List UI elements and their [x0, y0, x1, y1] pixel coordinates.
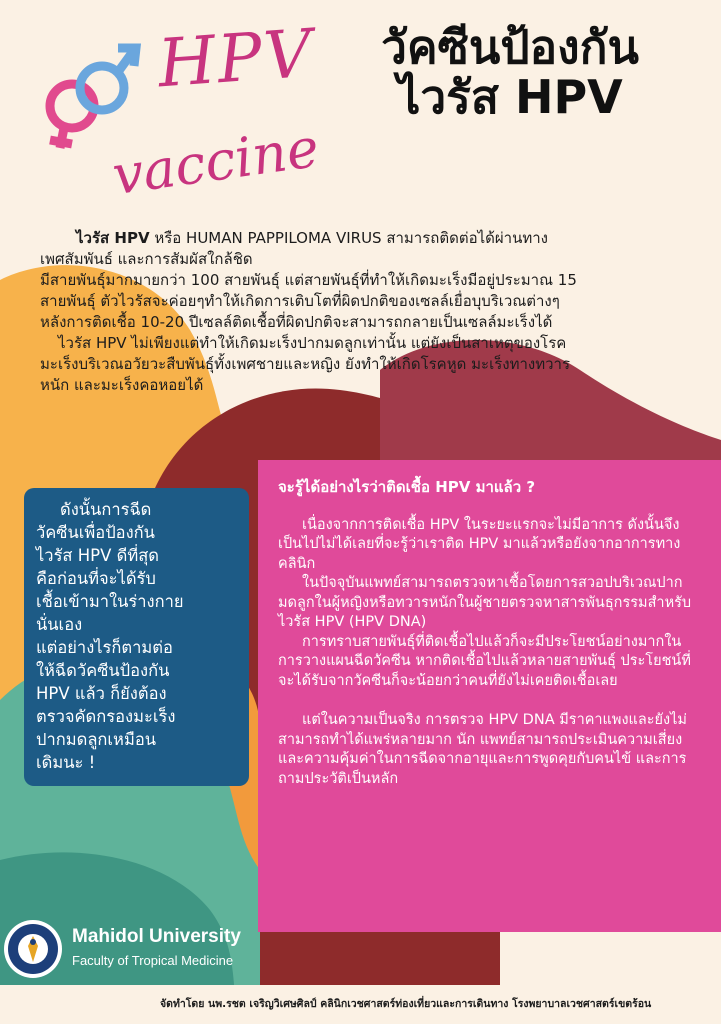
intro-lead: ไวรัส HPV — [76, 229, 150, 247]
note-line: เดิมนะ ! — [36, 753, 96, 772]
hpv-script-heading: HPV — [155, 14, 317, 103]
note-line: HPV แล้ว ก็ยังต้อง — [36, 684, 167, 703]
intro-line-3: มีสายพันธุ์มากมายกว่า 100 สายพันธุ์ แต่สายพันธุ์ที่ทำให้เกิดมะเร็งมีอยู่ประมาณ 15 — [40, 271, 577, 289]
intro-line-5: หลังการติดเชื้อ 10-20 ปีเซลล์ติดเชื้อที่ผิดปกติจะสามารถกลายเป็นเซลล์มะเร็งได้ — [40, 313, 553, 331]
panel-paragraph-3: การทราบสายพันธุ์ที่ติดเชื้อไปแล้วก็จะมีประโยชน์อย่างมากในการวางแผนฉีดวัคซีน หากติดเชื้อไปแล้วหลายสายพันธุ์ ประโยชน์ที่จะได้รับจากวัคซีนก็จะน้อยกว่าคนที่ยังไม่เคยติดเชื้อเลย — [278, 633, 691, 689]
note-line: เชื้อเข้ามาในร่างกาย — [36, 592, 184, 611]
intro-line-7: มะเร็งบริเวณอวัยวะสืบพันธุ์ทั้งเพศชายและหญิง ยังทำให้เกิดโรคหูด มะเร็งทางทวาร — [40, 355, 570, 373]
note-line: ไวรัส HPV ดีที่สุด — [36, 546, 160, 565]
intro-line-1 — [40, 228, 695, 249]
panel-paragraph-1: เนื่องจากการติดเชื้อ HPV ในระยะแรกจะไม่มีอาการ ดังนั้นจึงเป็นไปไม่ได้เลยที่จะรู้ว่าเราติด HPV มาแล้วหรือยังจากอาการทางคลินิก — [278, 516, 681, 572]
info-panel — [278, 478, 698, 789]
mahidol-seal-icon — [2, 918, 64, 980]
credit-line: จัดทำโดย นพ.รชต เจริญวิเศษศิลป์ คลินิกเวชศาสตร์ท่องเที่ยวและการเดินทาง โรงพยาบาลเวชศาสตร์เขตร้อน — [160, 998, 652, 1010]
intro-line-2: เพศสัมพันธ์ และการสัมผัสใกล้ชิด — [40, 250, 253, 268]
intro-text — [40, 228, 695, 396]
panel-paragraph-2: ในปัจจุบันแพทย์สามารถตรวจหาเชื้อโดยการสวอปบริเวณปากมดลูกในผู้หญิงหรือทวารหนักในผู้ชายตรวจหาสารพันธุกรรมสำหรับไวรัส HPV (HPV DNA) — [278, 575, 692, 630]
intro-line-4: สายพันธุ์ ตัวไวรัสจะค่อยๆทำให้เกิดการเติบโตที่ผิดปกติของเซลล์เยื่อบุบริเวณต่างๆ — [40, 292, 560, 310]
intro-line-8: หนัก และมะเร็งคอหอยได้ — [40, 376, 204, 394]
gender-symbols-icon — [30, 36, 150, 156]
page-title — [330, 22, 690, 122]
vaccination-note-box — [24, 488, 249, 786]
note-line: ดังนั้นการฉีด — [60, 500, 152, 519]
note-line: นั่นเอง — [36, 615, 83, 634]
panel-question: จะรู้ได้อย่างไรว่าติดเชื้อ HPV มาแล้ว ? — [278, 478, 536, 496]
vaccine-script-heading: vaccine — [108, 115, 323, 208]
note-line: คือก่อนที่จะได้รับ — [36, 569, 156, 588]
university-name: Mahidol University — [72, 926, 241, 947]
panel-paragraph-4: แต่ในความเป็นจริง การตรวจ HPV DNA มีราคาแพงและยังไม่สามารถทำได้แพร่หลายมาก นัก แพทย์สามารถประเมินความเสี่ยงและความคุ้มค่าในการฉีดจากอายุและการพูดคุยกับคนไข้ และการถามประวัติเป็นหลัก — [278, 712, 687, 787]
note-line: ปากมดลูกเหมือน — [36, 730, 157, 749]
title-line-1: วัคซีนป้องกัน — [381, 20, 639, 74]
intro-line-1-rest: หรือ HUMAN PAPPILOMA VIRUS สามารถติดต่อได้ผ่านทาง — [149, 229, 548, 247]
note-line: ให้ฉีดวัคซีนป้องกัน — [36, 661, 170, 680]
intro-line-6: ไวรัส HPV ไม่เพียงแต่ทำให้เกิดมะเร็งปากมดลูกเท่านั้น แต่ยังเป็นสาเหตุของโรค — [58, 334, 567, 352]
note-line: ตรวจคัดกรองมะเร็ง — [36, 707, 176, 726]
note-line: วัคซีนเพื่อป้องกัน — [36, 523, 155, 542]
note-line: แต่อย่างไรก็ตามต่อ — [36, 638, 173, 657]
title-line-2: ไวรัส HPV — [397, 70, 623, 124]
faculty-name: Faculty of Tropical Medicine — [72, 953, 234, 968]
